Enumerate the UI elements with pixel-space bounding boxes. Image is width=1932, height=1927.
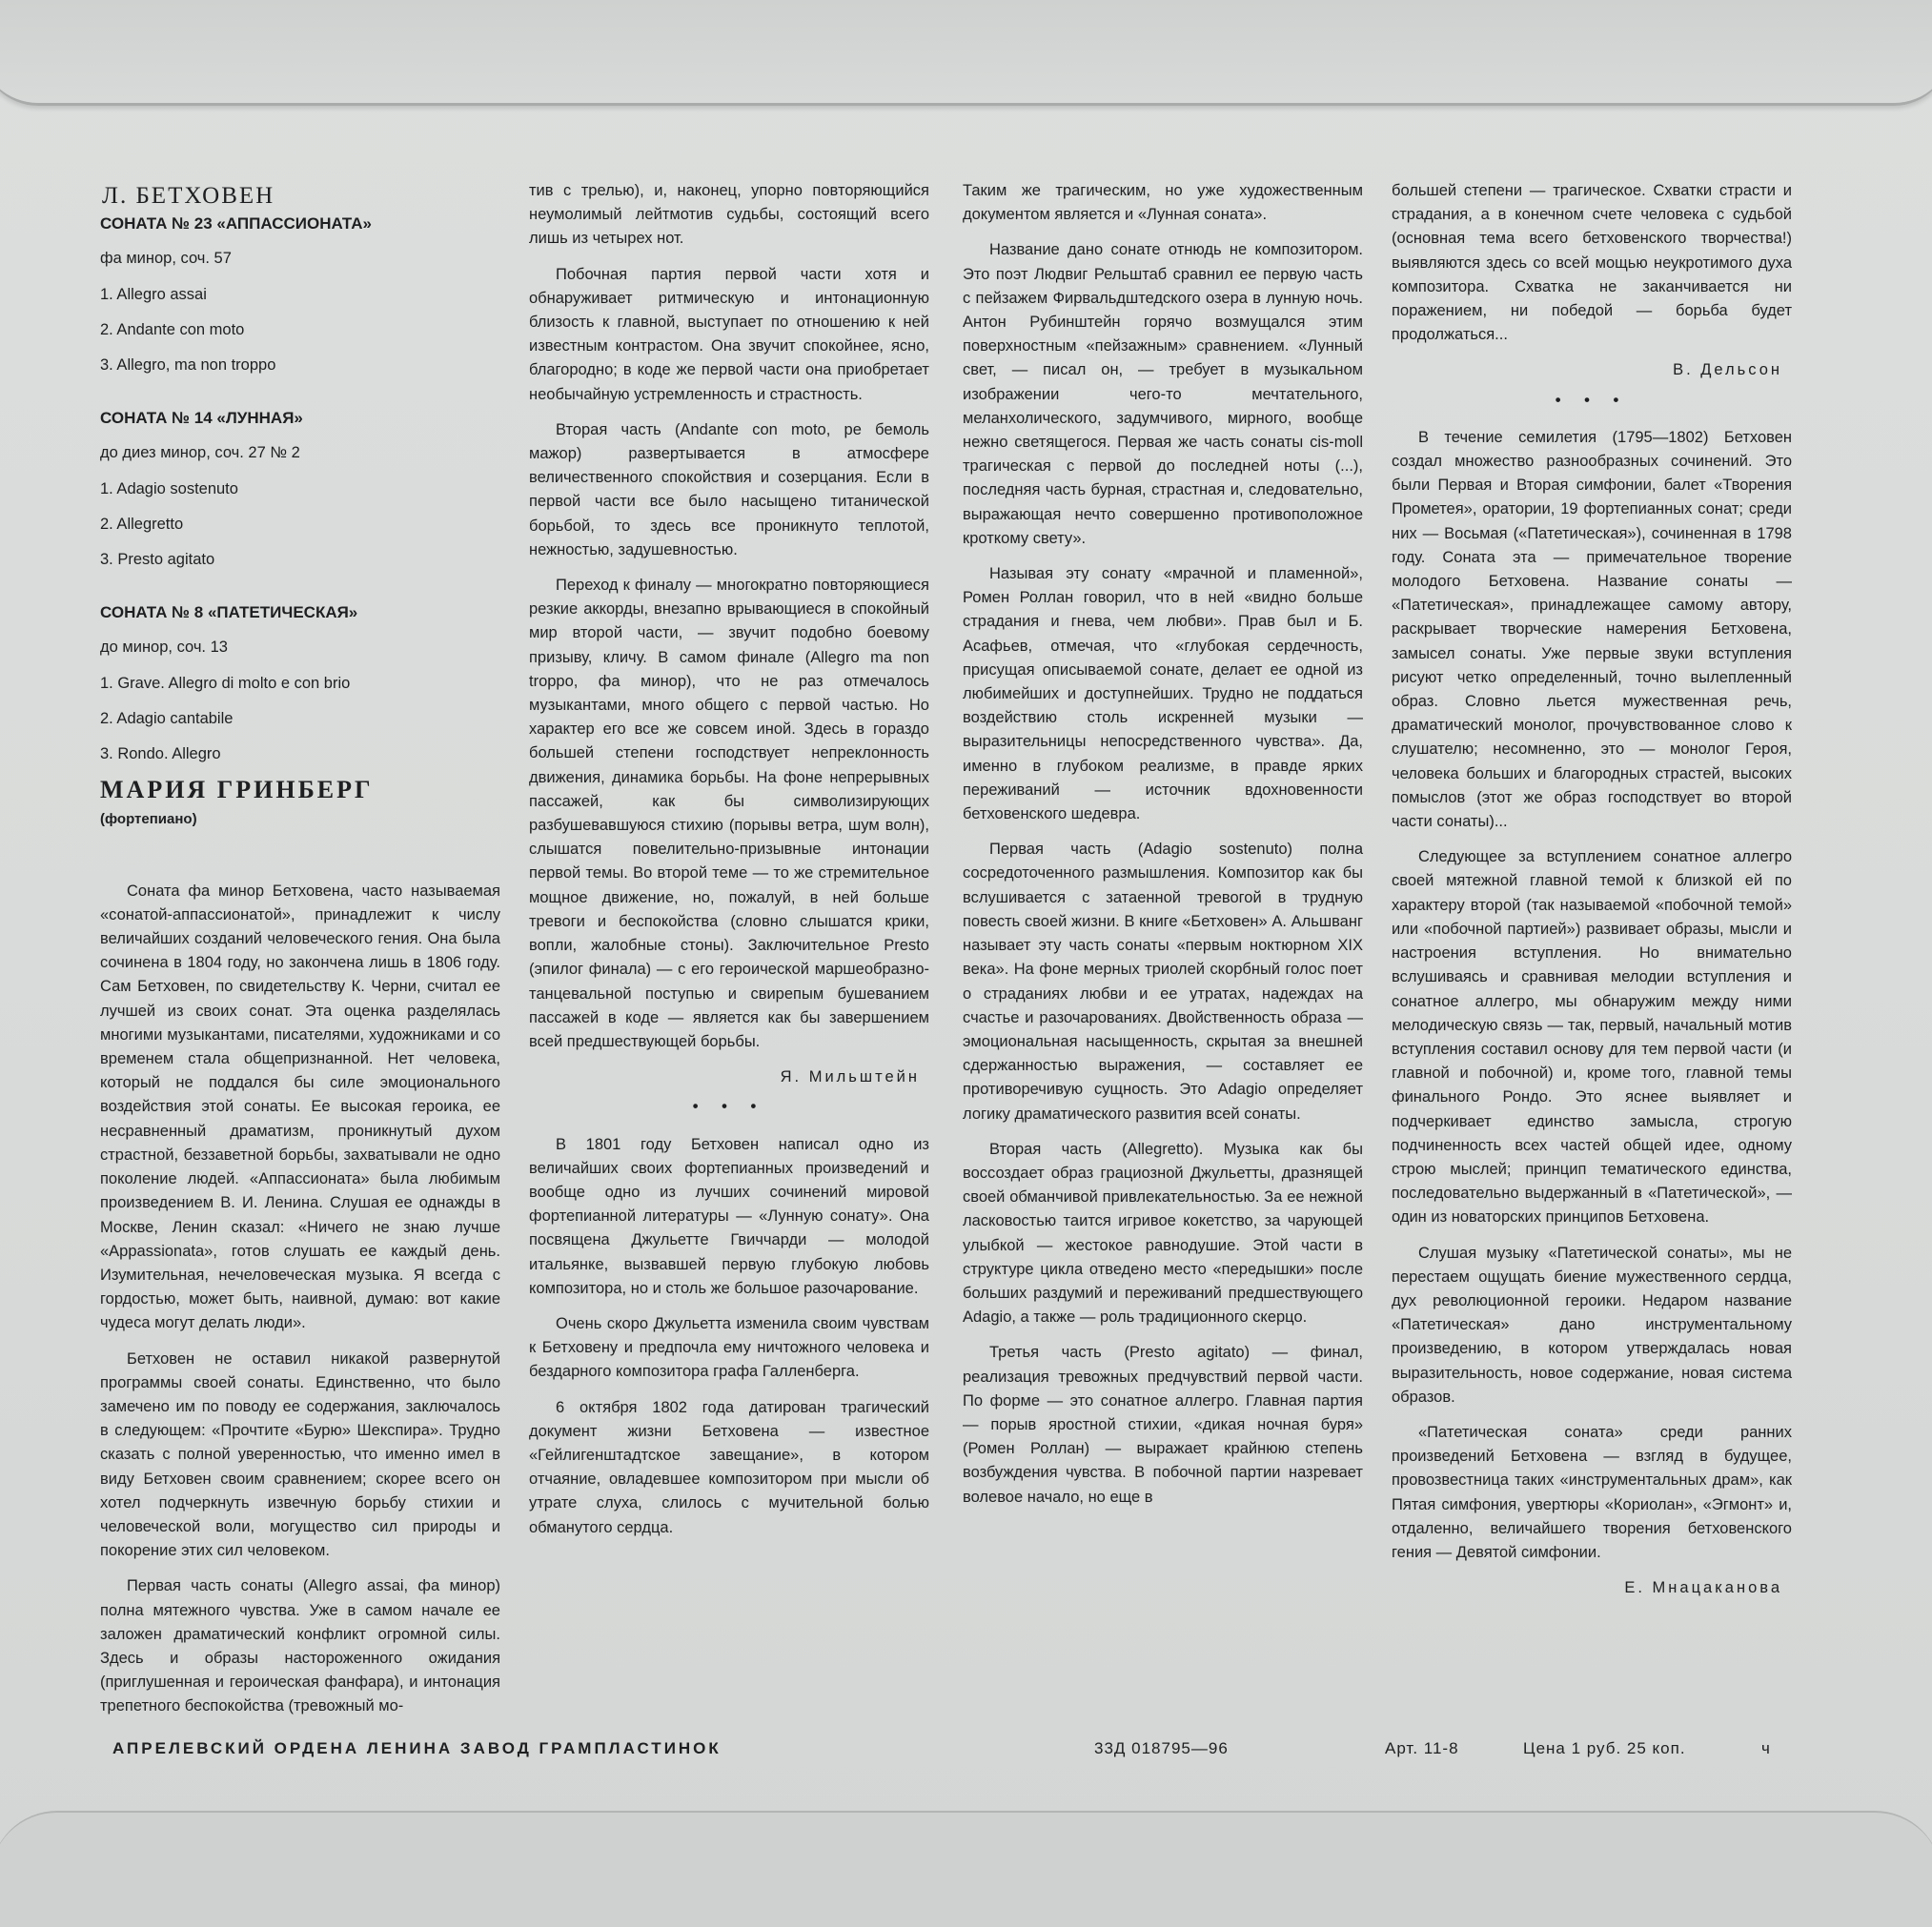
movement-item: 1. Grave. Allegro di molto e con brio [100, 674, 351, 692]
price-label: Цена 1 руб. 25 коп. [1523, 1739, 1686, 1757]
essay-paragraph: Соната фа минор Бетховена, часто называемая «сонатой-аппассионатой», принадлежит к числу величайших созданий человеческого гения. Она была сочинена в 1804 году, но закончена лишь в 1806 году. Сам Бетховен, по свидетельству К. Черни, считал ее лучшей из своих сонат. Эта оценка разделялась многими музыкантами, писателями, художниками и со временем стала общепризнанной. Нет человека, который не поддался бы силе эмоционального воздействия этой сонаты. Ее высокая героика, ее несравненный драматизм, проникнутый духом страстной, беззаветной борьбы, захватывали не одно поколение людей. «Аппассионата» была любимым произведением В. И. Ленина. Слушая ее однажды в Москве, Ленин сказал: «Ничего не знаю лучше «Appassionata», готов слушать ее каждый день. Изумительная, нечеловеческая музыка. Я всегда с гордостью, может быть, наивной, думаю: вот какие чудеса могут делать люди». [100, 882, 500, 1332]
sonata-8-key: до минор, соч. 13 [100, 639, 228, 657]
movement-item: 1. Allegro assai [100, 285, 207, 303]
essay-paragraph: Третья часть (Presto agitato) — финал, реализация тревожных предчувствий первой части. По форме — это сонатное аллегро. Главная партия — порыв яростной стихии, «дикая ночная буря» (Ромен Роллан) — выражает крайнюю степень возбуждения чувства. В побочной партии назревает волевое начало, но еще в [963, 1344, 1363, 1506]
essay-paragraph: Таким же трагическим, но уже художественным документом является и «Лунная соната». [963, 182, 1363, 224]
column-2 [529, 179, 929, 1552]
essay-paragraph: Вторая часть (Andante con moto, ре бемоль мажор) развертывается в атмосфере величественного спокойствия и созерцания. Если в первой части все было насыщено титанической борьбой, то здесь все проникнуто теплотой, нежностью, задушевностью. [529, 420, 929, 558]
section-divider: • • • [1555, 391, 1629, 409]
performer-instrument: (фортепиано) [100, 811, 197, 828]
essay-paragraph: тив с трелью), и, наконец, упорно повторяющийся неумолимый лейтмотив судьбы, состоящий всего лишь из четырех нот. [529, 182, 929, 248]
column-3 [963, 179, 1363, 1521]
essay-paragraph: Побочная партия первой части хотя и обнаруживает ритмическую и интонационную близость к главной, выступает по отношению к ней известным контрастом. Она звучит спокойнее, ясно, благородно; в коде же первой части она приобретает необычайную устремленность и страстность. [529, 265, 929, 403]
essay-paragraph: Называя эту сонату «мрачной и пламенной», Ромен Роллан говорил, что в ней «видно больше страдания и гнева, чем любви». Прав был и Б. Асафьев, отмечая, что «глубокая сердечность, присущая описываемой сонате, делает ее одной из любимейших и доступнейших. Трудно не поддаться воздействию столь искренней музыки — выразительницы непосредственного чувства». Да, именно в глубоком реализме, в правде ярких переживаний — источник вдохновенности бетховенского шедевра. [963, 565, 1363, 823]
column-4 [1392, 179, 1792, 1606]
movement-item: 2. Allegretto [100, 515, 184, 533]
essay-paragraph: большей степени — трагическое. Схватки страсти и страдания, а в конечном счете человека с судьбой (основная тема всего бетховенского творчества!) выявляются здесь со всей мощью неукротимого духа композитора. Схватка не заканчивается ни поражением, ни победой — борьба будет продолжаться... [1392, 182, 1792, 344]
sonata-8-title: СОНАТА № 8 «ПАТЕТИЧЕСКАЯ» [100, 603, 358, 622]
sleeve-bottom-flap [0, 1811, 1932, 1927]
movement-item: 2. Adagio cantabile [100, 709, 234, 727]
section-divider: • • • [692, 1098, 766, 1116]
sonata-14-key: до диез минор, соч. 27 № 2 [100, 444, 300, 462]
column-1 [100, 179, 500, 1731]
essay-paragraph: Переход к финалу — многократно повторяющиеся резкие аккорды, внезапно врывающиеся в спокойный мир второй части, — звучит подобно боевому призыву, кличу. В самом финале (Allegro ma non troppo, фа минор), что не раз отмечалось музыкантами, много общего с первой частью. Но характер его все же совсем иной. Здесь в гораздо большей степени господствует непреклонность движения, динамика борьбы. На фоне непрерывных пассажей, как бы символизирующих разбушевавшуюся стихию (порывы ветра, шум волн), слышатся повелительно-призывные интонации первой темы. Во второй теме — то же стремительное мощное движение, но, пожалуй, в ней больше тревоги и беспокойства (словно слышатся крики, вопли, жалобные стоны). Заключительное Presto (эпилог финала) — с его героической маршеобразно-танцевальной поступью и свирепым бушеванием пассажей в коде — является как бы завершением всей предшествующей борьбы. [529, 577, 929, 1050]
print-mark: ч [1761, 1739, 1773, 1757]
essay-paragraph: Название дано сонате отнюдь не композитором. Это поэт Людвиг Рельштаб сравнил ее первую часть с пейзажем Фирвальдштедского озера в лунную ночь. Антон Рубинштейн горячо возмущался этим поверхностным «пейзажным» сравнением. «Лунный свет, — писал он, — требует в музыкальном изображении чего-то мечтательного, меланхолического, задумчивого, мирного, вообще нежно светящегося. Первая же часть сонаты cis-moll трагическая с первой до последней ноты (...), последняя часть бурная, страстная и, следовательно, выражающая нечто совершенно противоположное кроткому свету». [963, 241, 1363, 547]
movement-item: 3. Allegro, ma non troppo [100, 356, 276, 375]
performer-name: МАРИЯ ГРИНБЕРГ [100, 776, 374, 804]
essay-paragraph: В 1801 году Бетховен написал одно из величайших своих фортепианных произведений и вообще одно из лучших сочинений мировой фортепианной литературы — «Лунную сонату». Она посвящена Джульетте Гвиччарди — молодой итальянке, вызвавшей первую глубокую любовь композитора, но и столь же большое разочарование. [529, 1135, 929, 1297]
author-signature: Я. Мильштейн [780, 1068, 920, 1086]
essay-paragraph: Бетховен не оставил никакой развернутой программы своей сонаты. Единственно, что было замечено им по поводу ее содержания, заключалось в следующем: «Прочтите «Бурю» Шекспира». Трудно сказать с полной уверенностью, что именно имел в виду Бетховен своим сравнением; скорее всего он хотел подчеркнуть извечную борьбу стихии и человеческой воли, могущество сил природы и покорение этих сил человеком. [100, 1349, 500, 1560]
movement-item: 3. Presto agitato [100, 551, 215, 569]
essay-paragraph: Следующее за вступлением сонатное аллегро своей мятежной главной темой к близкой ей по характеру второй (так называемой «побочной темой» или «побочной партией») развивает образы, мысли и настроения вступления. Но внимательно вслушиваясь и сравнивая мелодии вступления и сонатное аллегро, мы обнаружим между ними мелодическую связь — так, первый, начальный мотив вступления составил основу для тем первой части (и главной и побочной) и, кроме того, главной темы финального Рондо. Это яснее выявляет и подчеркивает единство замысла, строгую подчиненность всех частей общей идее, одному строю мыслей; принцип тематического единства, последовательно выдержанный в «Патетической», — один из новаторских принципов Бетховена. [1392, 848, 1792, 1227]
catalog-number: 33Д 018795—96 [1094, 1739, 1229, 1757]
essay-paragraph: Первая часть (Adagio sostenuto) полна сосредоточенного размышления. Композитор как бы вслушивается с затаенной тревогой в трудную повесть своей жизни. В книге «Бетховен» А. Альшванг называет эту часть сонаты «первым ноктюрном XIX века». На фоне мерных триолей скорбный голос поет о страданиях любви и ее утратах, надеждах на счастье и разочарованиях. Двойственность образа — эмоциональная насыщенность, скрытая за внешней сдержанностью выражения, — составляет ее противоречивую сущность. Это Adagio определяет логику драматического развития всей сонаты. [963, 841, 1363, 1123]
essay-paragraph: 6 октября 1802 года датирован трагический документ жизни Бетховена — известное «Гейлигенштадтское завещание», в котором отчаяние, овладевшее композитором при мысли об утрате слуха, слилось с мучительной болью обманутого сердца. [529, 1398, 929, 1536]
essay-paragraph: В течение семилетия (1795—1802) Бетховен создал множество разнообразных сочинений. Это были Первая и Вторая симфонии, балет «Творения Прометея», оратории, 19 фортепианных сонат; среди них — Восьмая («Патетическая»), сочиненная в 1798 году. Соната эта — примечательное творение молодого Бетховена. Название сонаты — «Патетическая», принадлежащее самому автору, раскрывает творческие намерения Бетховена, замысел сонаты. Уже первые звуки вступления рисуют четко определенный, точно вылепленный образ. Словно льется мужественная речь, драматический монолог, прочувствованное слово к слушателю; несомненно, это — монолог Героя, человека больших и благородных страстей, высоких помыслов (этот же образ господствует во второй части сонаты)... [1392, 428, 1792, 831]
author-signature: Е. Мнацаканова [1624, 1579, 1782, 1597]
movement-item: 3. Rondo. Allegro [100, 745, 221, 763]
sonata-23-key: фа минор, соч. 57 [100, 250, 232, 268]
sleeve-top-flap [0, 0, 1932, 106]
article-number: Арт. 11-8 [1385, 1739, 1459, 1757]
sonata-14-title: СОНАТА № 14 «ЛУННАЯ» [100, 409, 303, 428]
sonata-23-title: СОНАТА № 23 «АППАССИОНАТА» [100, 214, 372, 233]
movement-item: 1. Adagio sostenuto [100, 479, 238, 497]
composer-heading: Л. БЕТХОВЕН [102, 183, 275, 209]
movement-item: 2. Andante con moto [100, 320, 245, 338]
essay-paragraph: Слушая музыку «Патетической сонаты», мы не перестаем ощущать биение мужественного сердца, дух революционной героики. Недаром название «Патетическая» дано инструментальному произведению, в котором утверждалась новая выразительность, новое содержание, новая система образов. [1392, 1244, 1792, 1406]
manufacturer-name: АПРЕЛЕВСКИЙ ОРДЕНА ЛЕНИНА ЗАВОД ГРАМПЛАСТИНОК [112, 1739, 722, 1757]
essay-paragraph: Вторая часть (Allegretto). Музыка как бы воссоздает образ грациозной Джульетты, дразнящей своей обманчивой привлекательностью. За ее нежной ласковостью таится игривое кокетство, за чарующей улыбкой — жестокое равнодушие. Этой части в структуре цикла отведено место «передышки» после больших раздумий и переживаний предшествующего Adagio, а также — роль традиционного скерцо. [963, 1140, 1363, 1327]
essay-paragraph: Первая часть сонаты (Allegro assai, фа минор) полна мятежного чувства. Уже в самом начале ее заложен драматический конфликт огромной силы. Здесь и образы настороженного ожидания (приглушенная и героическая фанфара), и интонация трепетного беспокойства (тревожный мо- [100, 1577, 500, 1715]
author-signature: В. Дельсон [1673, 361, 1782, 379]
essay-paragraph: «Патетическая соната» среди ранних произведений Бетховена — взгляд в будущее, провозвестница таких «инструментальных драм», как Пятая симфония, увертюры «Кориолан», «Эгмонт» и, отдаленно, величайшего творения бетховенского гения — Девятой симфонии. [1392, 1423, 1792, 1561]
essay-paragraph: Очень скоро Джульетта изменила своим чувствам к Бетховену и предпочла ему ничтожного человека и бездарного композитора графа Галленберга. [529, 1314, 929, 1381]
